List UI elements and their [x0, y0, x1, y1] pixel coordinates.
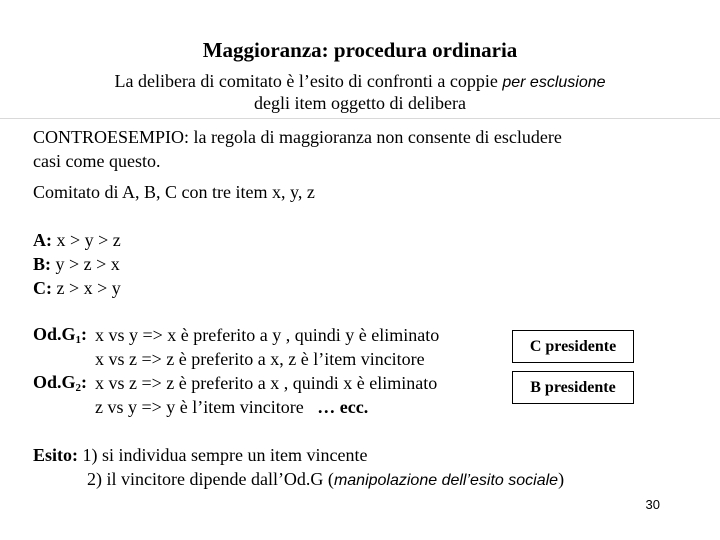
counterexample-line-1: CONTROESEMPIO: la regola di maggioranza non consente di escludere	[33, 127, 562, 147]
subtitle-line-1: La delibera di comitato è l’esito di confronti a coppie per esclusione	[114, 71, 606, 91]
agenda-1-label: $Od.G_1$:	[33, 324, 88, 346]
agenda-2-line-2: z vs y => y è l’item vincitore … ecc.	[95, 397, 369, 417]
committee-text: Comitato di A, B, C con tre item x, y, z	[33, 182, 315, 202]
president-b-box: B presidente	[512, 371, 634, 404]
esito-italic: manipolazione dell’esito sociale	[333, 472, 559, 489]
agenda-2-line-1: x vs z => z è preferito a x , quindi x è eliminato	[95, 373, 438, 393]
subtitle-italic: per esclusione	[502, 74, 606, 91]
preference-c: C: z > x > y	[33, 278, 121, 298]
subtitle-line-2: degli item oggetto di delibera	[254, 93, 466, 113]
counterexample-line-2: casi come questo.	[33, 151, 161, 171]
president-c-box: C presidente	[512, 330, 634, 363]
divider	[0, 118, 720, 119]
agenda-1-line-1: x vs y => x è preferito a y , quindi y è eliminato	[95, 325, 440, 345]
preference-b: B: y > z > x	[33, 254, 120, 274]
agenda-1-line-2: x vs z => z è preferito a x, z è l’item vincitore	[95, 349, 425, 369]
esito-line-2: 2) il vincitore dipende dall’Od.G (manipolazione dell’esito sociale)	[87, 469, 565, 489]
agenda-2-label: $Od.G_2$:	[33, 372, 88, 394]
page-number: 30	[645, 497, 660, 512]
slide-title: Maggioranza: procedura ordinaria	[202, 38, 518, 62]
preference-a: A: x > y > z	[33, 230, 121, 250]
esito-line-1: Esito: 1) si individua sempre un item vincente	[33, 445, 368, 465]
